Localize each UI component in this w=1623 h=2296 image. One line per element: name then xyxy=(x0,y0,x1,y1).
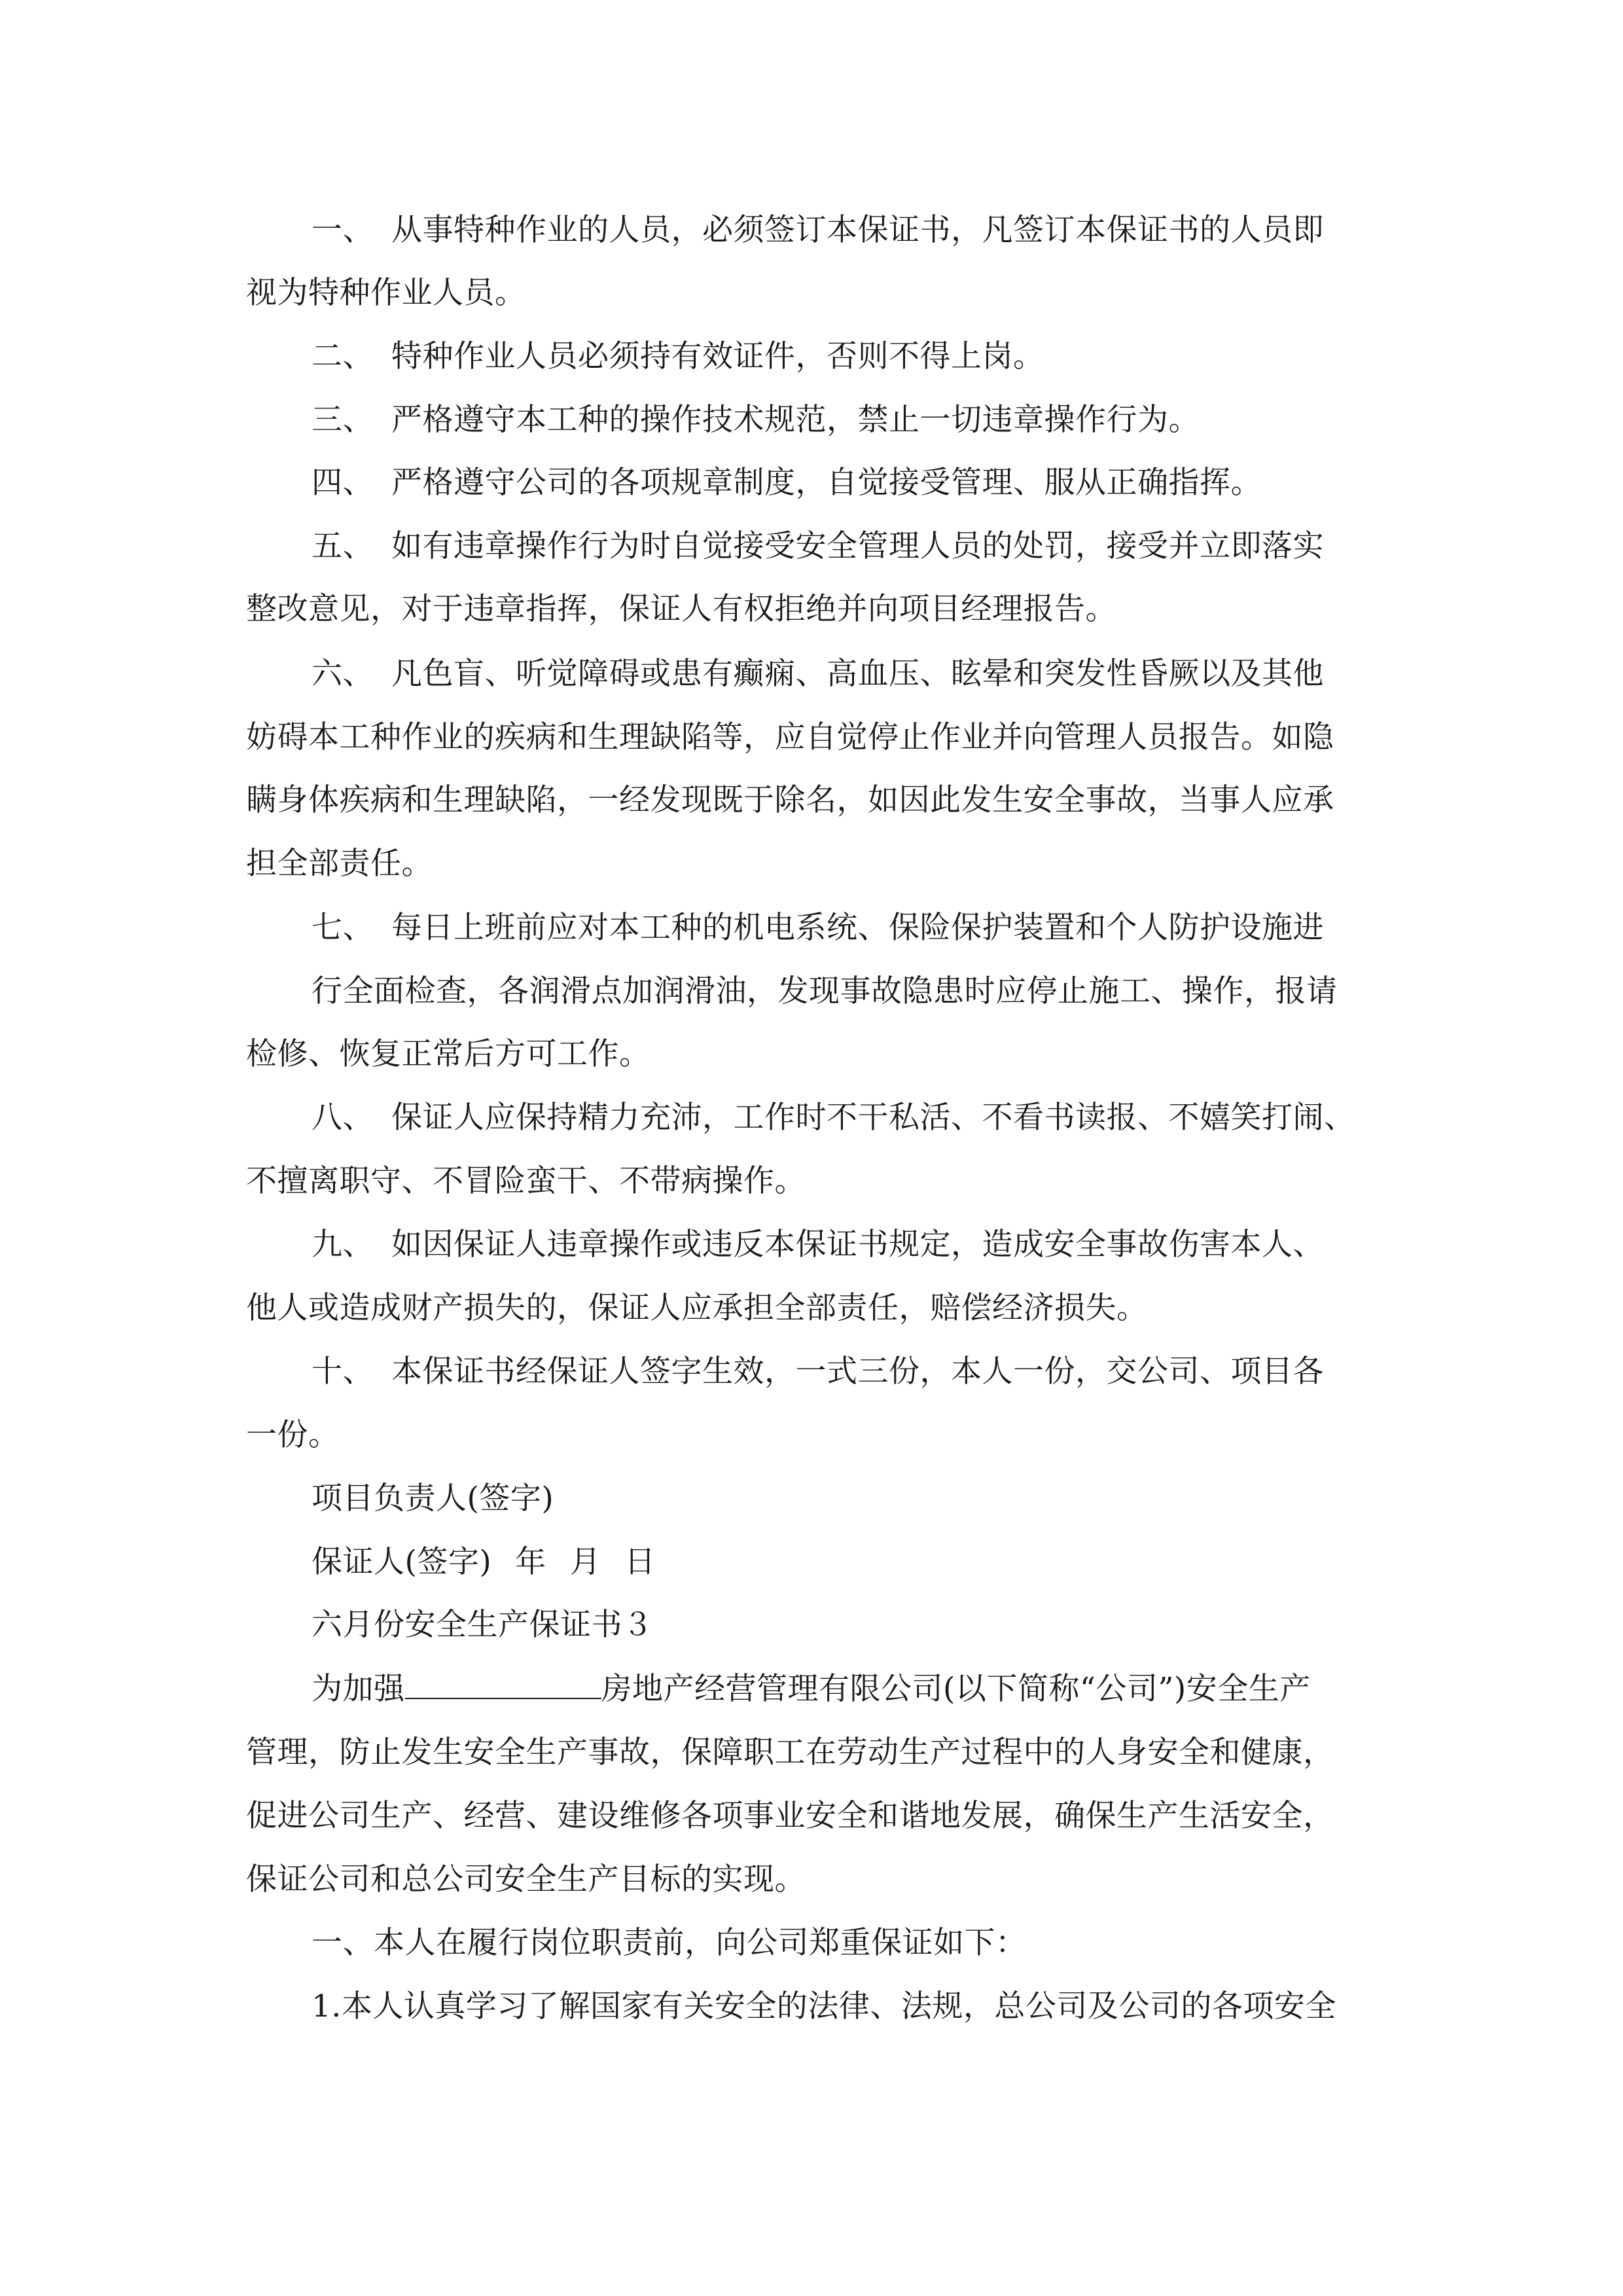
item-7-line-1: 七、 每日上班前应对本工种的机电系统、保险保护装置和个人防护设施进 xyxy=(312,908,1378,948)
item-6-line-3: 瞒身体疾病和生理缺陷，一经发现既于除名，如因此发生安全事故，当事人应承 xyxy=(246,782,1334,818)
item-5-line-1: 五、 如有违章操作行为时自觉接受安全管理人员的处罚，接受并立即落实 xyxy=(312,527,1378,566)
item-3-line-1: 三、 严格遵守本工种的操作技术规范，禁止一切违章操作行为。 xyxy=(312,401,1378,440)
guarantor-signature-line: 保证人(签字) 年 月 日 xyxy=(312,1544,656,1580)
item-number: 六、 xyxy=(312,656,374,692)
item-number: 一、 xyxy=(312,212,374,248)
item-number: 五、 xyxy=(312,528,374,564)
item-number: 三、 xyxy=(312,402,374,438)
section-title: 六月份安全生产保证书３ xyxy=(312,1607,654,1643)
intro-line-1: 为加强 房地产经营管理有限公司(以下简称“公司”)安全生产 xyxy=(312,1671,1311,1707)
item-10-line-2: 一份。 xyxy=(246,1417,340,1453)
item-2-line-1: 二、 特种作业人员必须持有效证件，否则不得上岗。 xyxy=(312,337,1378,376)
item-8-line-1: 八、 保证人应保持精力充沛，工作时不干私活、不看书读报、不嬉笑打闹、 xyxy=(312,1098,1378,1138)
item-number: 四、 xyxy=(312,465,374,501)
pledge-heading: 一、本人在履行岗位职责前，向公司郑重保证如下： xyxy=(312,1925,1027,1961)
company-name-blank xyxy=(405,1672,601,1699)
item-6-line-2: 妨碍本工种作业的疾病和生理缺陷等，应自觉停止作业并向管理人员报告。如隐 xyxy=(246,719,1334,755)
item-6-line-1: 六、 凡色盲、听觉障碍或患有癫痫、高血压、眩晕和突发性昏厥以及其他 xyxy=(312,655,1378,694)
item-number: 二、 xyxy=(312,338,374,374)
intro-line-4: 保证公司和总公司安全生产目标的实现。 xyxy=(246,1861,806,1897)
item-10-line-1: 十、 本保证书经保证人签字生效，一式三份，本人一份，交公司、项目各 xyxy=(312,1352,1378,1391)
project-leader-signature: 项目负责人(签字) xyxy=(312,1480,554,1516)
item-9-line-2: 他人或造成财产损失的，保证人应承担全部责任，赔偿经济损失。 xyxy=(246,1290,1148,1326)
item-1-line-2: 视为特种作业人员。 xyxy=(246,275,526,311)
intro-line-2: 管理，防止发生安全生产事故，保障职工在劳动生产过程中的人身安全和健康， xyxy=(246,1734,1334,1770)
item-1-line-1: 一、 从事特种作业的人员，必须签订本保证书，凡签订本保证书的人员即 xyxy=(312,211,1378,250)
item-5-line-2: 整改意见，对于违章指挥，保证人有权拒绝并向项目经理报告。 xyxy=(246,591,1116,627)
item-number: 十、 xyxy=(312,1354,374,1390)
intro-line-3: 促进公司生产、经营、建设维修各项事业安全和谐地发展，确保生产生活安全， xyxy=(246,1798,1334,1834)
item-number: 八、 xyxy=(312,1100,374,1136)
item-7-line-2: 行全面检查，各润滑点加润滑油，发现事故隐患时应停止施工、操作，报请 xyxy=(312,973,1338,1009)
item-9-line-1: 九、 如因保证人违章操作或违反本保证书规定，造成安全事故伤害本人、 xyxy=(312,1225,1378,1265)
point-1-line-1: 1.本人认真学习了解国家有关安全的法律、法规，总公司及公司的各项安全 xyxy=(312,1988,1336,2024)
item-6-line-4: 担全部责任。 xyxy=(246,846,433,882)
item-number: 七、 xyxy=(312,910,374,946)
item-7-line-3: 检修、恢复正常后方可工作。 xyxy=(246,1036,651,1072)
item-8-line-2: 不擅离职守、不冒险蛮干、不带病操作。 xyxy=(246,1163,806,1199)
item-4-line-1: 四、 严格遵守公司的各项规章制度，自觉接受管理、服从正确指挥。 xyxy=(312,463,1378,503)
item-number: 九、 xyxy=(312,1227,374,1263)
